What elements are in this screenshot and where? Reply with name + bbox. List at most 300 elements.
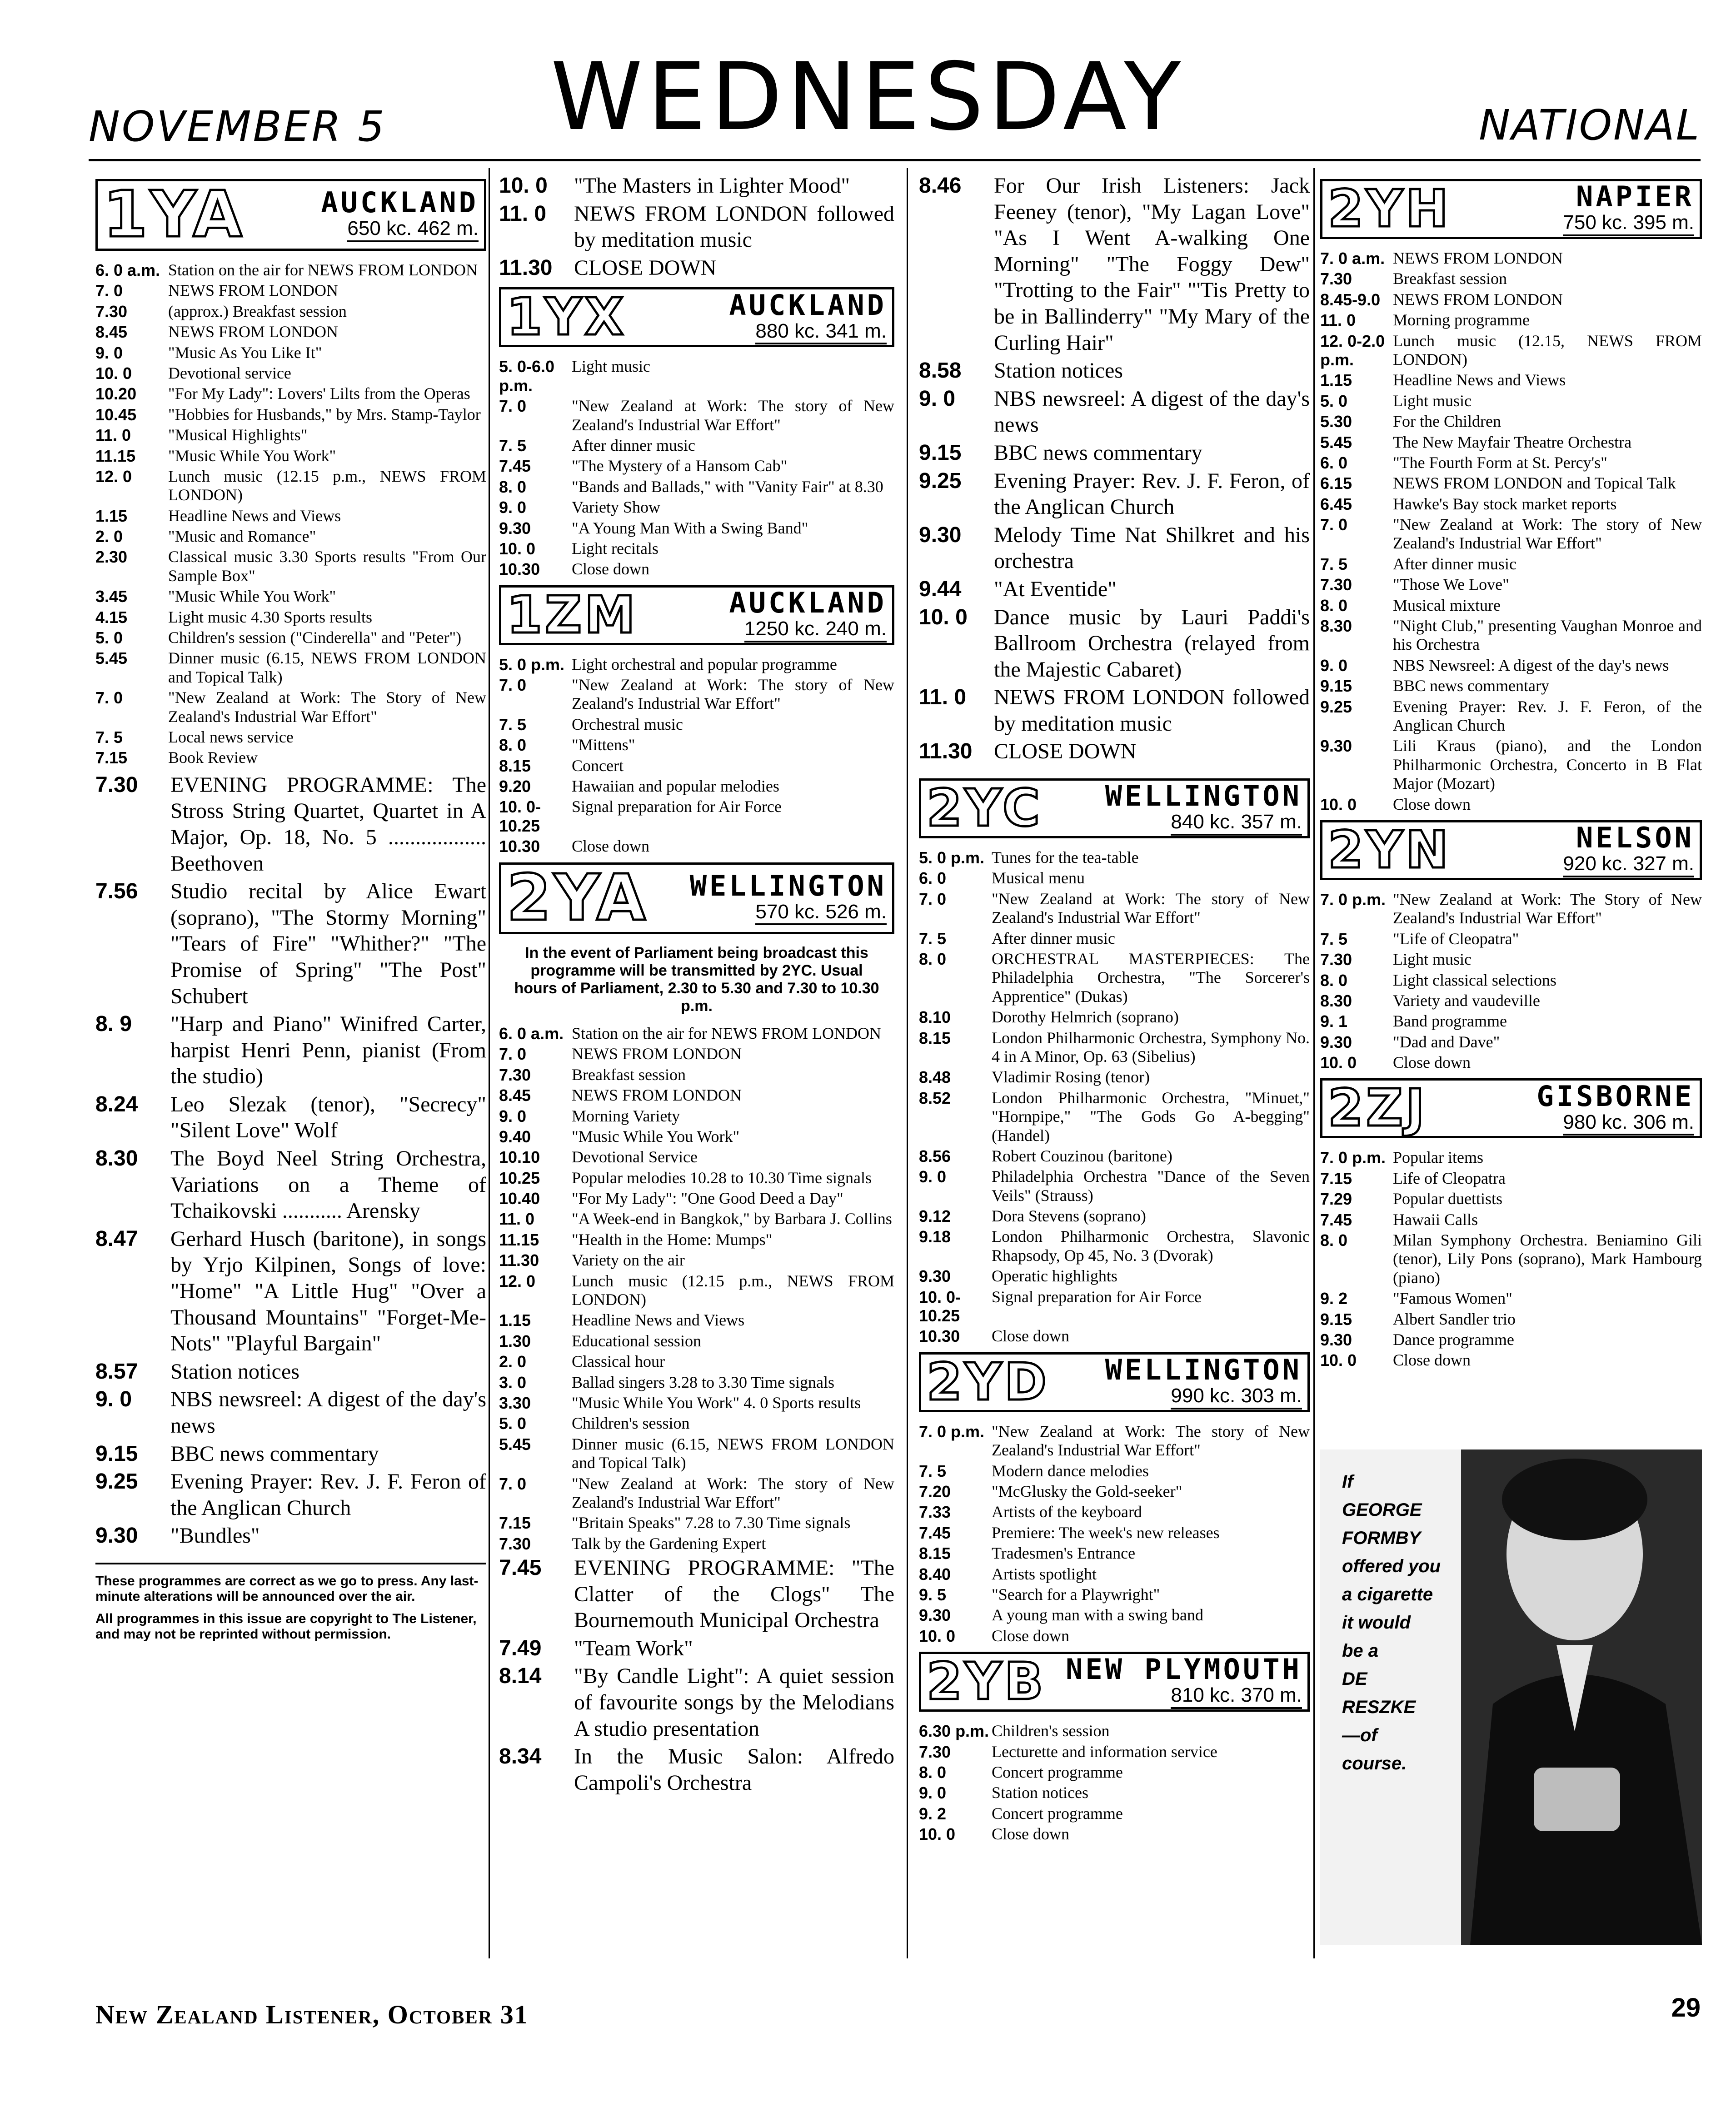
- programme-title: Dinner music (6.15, NEWS FROM LONDON and Topical Talk): [572, 1435, 894, 1472]
- schedule-2ya-day: [499, 1024, 894, 1553]
- programme-entry: [919, 890, 1310, 927]
- programme-entry: [499, 478, 894, 496]
- programme-time: 8. 0: [1320, 596, 1348, 615]
- programme-entry: [919, 1565, 1310, 1584]
- programme-time: 10. 0-10.25: [919, 1287, 961, 1325]
- programme-entry: [499, 1743, 894, 1796]
- programme-time: 8.15: [499, 756, 531, 775]
- programme-entry: [919, 1627, 1310, 1645]
- programme-title: Station notices: [992, 1783, 1088, 1802]
- programme-time: 5. 0: [95, 628, 123, 648]
- programme-time: 9. 0: [95, 343, 123, 362]
- programme-entry: [95, 1441, 486, 1467]
- programme-time: 10.40: [499, 1189, 540, 1208]
- programme-time: 9.30: [1320, 737, 1352, 756]
- programme-entry: [95, 688, 486, 726]
- programme-time: 8. 0: [919, 1763, 947, 1782]
- programme-title: Popular duettists: [1393, 1190, 1502, 1208]
- programme-entry: [1320, 311, 1702, 329]
- station-city: AUCKLAND: [321, 186, 479, 219]
- schedule-1zm: [499, 655, 894, 856]
- programme-entry: [499, 1534, 894, 1553]
- programme-time: 11. 0: [919, 685, 967, 710]
- programme-time: 8.10: [919, 1008, 951, 1027]
- programme-time: 9.30: [95, 1524, 138, 1548]
- programme-time: 7.15: [95, 748, 128, 767]
- station-frequency: 1250 kc. 240 m.: [744, 618, 887, 643]
- programme-entry: [1320, 1169, 1702, 1188]
- programme-title: Light music: [1393, 950, 1472, 969]
- programme-entry: [499, 457, 894, 475]
- programme-title: Close down: [572, 560, 649, 578]
- programme-time: 9.12: [919, 1207, 951, 1226]
- programme-entry: [95, 728, 486, 747]
- programme-entry: [919, 522, 1310, 574]
- programme-entry: [919, 1763, 1310, 1782]
- programme-entry: [95, 548, 486, 585]
- station-header-1yx: [499, 287, 894, 347]
- programme-title: Hawaiian and popular melodies: [572, 777, 779, 796]
- programme-entry: [1320, 1310, 1702, 1329]
- programme-title: Albert Sandler trio: [1393, 1310, 1516, 1328]
- programme-entry: [499, 357, 894, 395]
- programme-title: Close down: [1393, 1351, 1471, 1370]
- programme-title: "The Mystery of a Hansom Cab": [572, 457, 788, 475]
- programme-title: Lecturette and information service: [992, 1742, 1217, 1761]
- programme-time: 10. 0: [499, 174, 548, 198]
- programme-title: London Philharmonic Orchestra, "Minuet," "Hornpipe," "The Gods Go A-begging" (Handel): [992, 1088, 1310, 1145]
- programme-entry: [1320, 950, 1702, 969]
- programme-entry: [919, 604, 1310, 683]
- footnote-correct: These programmes are correct as we go to press. Any last-minute alterations will be announced over the air.: [95, 1573, 479, 1604]
- programme-entry: [95, 384, 486, 403]
- programme-entry: [1320, 453, 1702, 472]
- station-header-1zm: [499, 585, 894, 645]
- programme-time: 9.30: [919, 1267, 951, 1286]
- programme-time: 7.30: [499, 1534, 531, 1553]
- programme-time: 7. 0 p.m.: [919, 1422, 985, 1441]
- programme-time: 11.30: [919, 739, 973, 764]
- programme-time: 8.45: [499, 1086, 531, 1105]
- advert-text: [1342, 1468, 1441, 1778]
- programme-title: Signal preparation for Air Force: [992, 1287, 1202, 1306]
- programme-time: 7. 0 a.m.: [1320, 249, 1385, 268]
- programme-time: 5.45: [95, 649, 128, 668]
- programme-title: After dinner music: [572, 436, 695, 454]
- programme-time: 9.25: [1320, 697, 1352, 716]
- network-label: NATIONAL: [1479, 101, 1701, 149]
- programme-entry: [1320, 795, 1702, 814]
- programme-title: London Philharmonic Orchestra, Symphony No. 4 in A Minor, Op. 63 (Sibelius): [992, 1028, 1310, 1066]
- programme-title: "A Week-end in Bangkok," by Barbara J. Collins: [572, 1210, 892, 1228]
- programme-title: Ballad singers 3.28 to 3.30 Time signals: [572, 1373, 835, 1391]
- programme-title: London Philharmonic Orchestra, Slavonic Rhapsody, Op 45, No. 3 (Dvorak): [992, 1227, 1310, 1265]
- programme-entry: [499, 1394, 894, 1412]
- programme-time: 3.45: [95, 587, 128, 606]
- station-header-2ya: [499, 862, 894, 934]
- programme-title: Orchestral music: [572, 715, 683, 733]
- programme-title: Dance music by Lauri Paddi's Ballroom Orchestra (relayed from the Majestic Cabaret): [994, 605, 1310, 682]
- programme-title: Classical hour: [572, 1352, 665, 1371]
- programme-time: 9. 0: [499, 1106, 527, 1126]
- programme-time: 10.30: [499, 560, 540, 579]
- programme-entry: [1320, 1210, 1702, 1229]
- programme-title: "McGlusky the Gold-seeker": [992, 1482, 1182, 1500]
- programme-entry: [499, 1024, 894, 1043]
- programme-title: "A Young Man With a Swing Band": [572, 518, 808, 537]
- programme-title: Premiere: The week's new releases: [992, 1523, 1220, 1542]
- schedule-2yh: [1320, 249, 1702, 814]
- programme-time: 9.25: [919, 468, 962, 493]
- programme-entry: [919, 1825, 1310, 1843]
- programme-time: 5. 0: [1320, 391, 1348, 410]
- station-frequency: 880 kc. 341 m.: [755, 320, 887, 345]
- advert-line: —of: [1342, 1725, 1377, 1745]
- advert-line: offered you: [1342, 1556, 1441, 1576]
- programme-title: Melody Time Nat Shilkret and his orchestra: [994, 523, 1310, 573]
- programme-title: Popular melodies 10.28 to 10.30 Time signals: [572, 1168, 872, 1187]
- programme-title: "Bundles": [170, 1524, 260, 1548]
- schedule-1ya-evening: [95, 772, 486, 1549]
- programme-time: 8.15: [919, 1028, 951, 1047]
- programme-entry: [1320, 1351, 1702, 1370]
- programme-entry: [499, 173, 894, 199]
- programme-entry: [1320, 1289, 1702, 1308]
- programme-title: "Music While You Work": [572, 1127, 740, 1146]
- programme-title: Concert: [572, 756, 624, 775]
- programme-time: 8. 0: [499, 477, 527, 496]
- programme-title: "Bands and Ballads," with "Vanity Fair" at 8.30: [572, 477, 883, 496]
- station-city: WELLINGTON: [689, 869, 887, 902]
- programme-title: Children's session: [992, 1722, 1110, 1740]
- programme-title: Philadelphia Orchestra "Dance of the Seven Veils" (Strauss): [992, 1167, 1310, 1205]
- programme-time: 8. 0: [919, 950, 947, 969]
- programme-entry: [919, 929, 1310, 948]
- programme-title: For the Children: [1393, 412, 1501, 431]
- programme-time: 8.47: [95, 1226, 138, 1251]
- programme-entry: [499, 757, 894, 775]
- programme-entry: [919, 1089, 1310, 1145]
- programme-entry: [919, 1147, 1310, 1166]
- programme-title: "New Zealand at Work: The story of New Zealand's Industrial War Effort": [1393, 515, 1702, 553]
- programme-time: 1.15: [499, 1311, 531, 1330]
- programme-entry: [919, 1524, 1310, 1542]
- station-city: GISBORNE: [1536, 1079, 1694, 1113]
- programme-time: 6. 0 a.m.: [95, 261, 160, 279]
- programme-time: 10.25: [499, 1168, 540, 1187]
- column-divider: [489, 168, 490, 1958]
- programme-entry: [499, 676, 894, 713]
- programme-title: Evening Prayer: Rev. J. F. Feron of the Anglican Church: [170, 1469, 486, 1520]
- station-header-2yh: [1320, 179, 1702, 239]
- programme-title: Children's session: [572, 1414, 690, 1433]
- programme-title: NEWS FROM LONDON: [1393, 249, 1563, 267]
- programme-time: 8. 0: [499, 736, 527, 755]
- programme-title: Vladimir Rosing (tenor): [992, 1068, 1150, 1086]
- programme-entry: [95, 261, 486, 279]
- programme-time: 7. 0 p.m.: [1320, 1148, 1386, 1167]
- schedule-2yn: [1320, 890, 1702, 1072]
- programme-title: Light recitals: [572, 539, 658, 558]
- advert-line: RESZKE: [1342, 1697, 1416, 1717]
- programme-title: "Famous Women": [1393, 1289, 1512, 1308]
- programme-time: 3.30: [499, 1393, 531, 1412]
- programme-entry: [499, 1189, 894, 1208]
- programme-time: 6.45: [1320, 494, 1352, 513]
- programme-time: 7.29: [1320, 1190, 1352, 1209]
- programme-entry: [499, 736, 894, 754]
- station-city: AUCKLAND: [729, 586, 887, 619]
- programme-title: Lunch music (12.15 p.m., NEWS FROM LONDON): [168, 467, 486, 504]
- programme-entry: [1320, 971, 1702, 990]
- programme-title: Light classical selections: [1393, 971, 1556, 989]
- station-header-2yc: [919, 778, 1310, 838]
- programme-time: 9. 0: [919, 386, 956, 411]
- programme-title: Breakfast session: [572, 1065, 686, 1084]
- programme-time: 5. 0 p.m.: [919, 848, 985, 867]
- programme-time: 7. 0: [95, 281, 123, 300]
- programme-title: Devotional Service: [572, 1148, 698, 1166]
- programme-entry: [499, 1210, 894, 1228]
- programme-title: "The Masters in Lighter Mood": [574, 174, 850, 198]
- programme-title: Operatic highlights: [992, 1267, 1117, 1285]
- programme-entry: [499, 1251, 894, 1270]
- programme-entry: [499, 1474, 894, 1512]
- programme-time: 7.45: [1320, 1210, 1352, 1229]
- programme-entry: [1320, 890, 1702, 928]
- programme-title: Evening Prayer: Rev. J. F. Feron, of the Anglican Church: [994, 468, 1310, 519]
- programme-entry: [499, 1086, 894, 1105]
- programme-title: "Night Club," presenting Vaughan Monroe and his Orchestra: [1393, 617, 1702, 654]
- programme-title: "Musical Highlights": [168, 426, 308, 444]
- programme-time: 9.15: [1320, 1310, 1352, 1329]
- programme-time: 8.57: [95, 1359, 138, 1384]
- schedule-2ya-evening: [499, 1555, 894, 1796]
- schedule-1yx: [499, 357, 894, 578]
- programme-entry: [919, 869, 1310, 887]
- programme-time: 7. 0: [499, 1474, 527, 1493]
- programme-time: 7.30: [1320, 575, 1352, 594]
- programme-entry: [499, 1127, 894, 1146]
- column-divider: [1313, 168, 1315, 1958]
- station-frequency: 650 kc. 462 m.: [347, 217, 479, 242]
- programme-title: Dance programme: [1393, 1330, 1514, 1349]
- programme-time: 9. 0: [919, 1167, 947, 1186]
- programme-title: CLOSE DOWN: [994, 739, 1137, 764]
- programme-title: Gerhard Husch (baritone), in songs by Yrjo Kilpinen, Songs of love: "Home" "A Little Hug" "Over a Thousand Mountains" "Forget-Me-Nots" "Playful Bargain": [170, 1226, 486, 1356]
- page-day-title: WEDNESDAY: [550, 43, 1186, 151]
- programme-title: Hawaii Calls: [1393, 1210, 1478, 1229]
- programme-time: 7. 5: [1320, 554, 1348, 573]
- programme-title: Dorothy Helmrich (soprano): [992, 1008, 1179, 1026]
- programme-title: "Search for a Playwright": [992, 1585, 1160, 1604]
- programme-entry: [1320, 991, 1702, 1010]
- programme-entry: [1320, 290, 1702, 309]
- advert-line: FORMBY: [1342, 1528, 1421, 1548]
- programme-title: NEWS FROM LONDON: [1393, 290, 1563, 309]
- programme-entry: [1320, 737, 1702, 793]
- programme-entry: [95, 344, 486, 362]
- station-header-2yd: [919, 1352, 1310, 1412]
- programme-title: Evening Prayer: Rev. J. F. Feron, of the Anglican Church: [1393, 697, 1702, 734]
- programme-entry: [95, 467, 486, 505]
- programme-entry: [1320, 1012, 1702, 1031]
- programme-time: 9. 0: [1320, 656, 1348, 675]
- programme-time: 6. 0 a.m.: [499, 1024, 564, 1043]
- programme-entry: [919, 950, 1310, 1006]
- programme-time: 9.30: [919, 1606, 951, 1625]
- programme-entry: [1320, 1330, 1702, 1349]
- station-frequency: 920 kc. 327 m.: [1563, 852, 1694, 877]
- programme-time: 7.30: [919, 1742, 951, 1761]
- programme-time: 6. 0: [1320, 453, 1348, 472]
- programme-entry: [919, 1327, 1310, 1345]
- advert-line: If: [1342, 1472, 1353, 1492]
- programme-title: Headline News and Views: [168, 506, 341, 525]
- schedule-2yd: [919, 1422, 1310, 1645]
- programme-entry: [499, 397, 894, 434]
- programme-entry: [919, 1068, 1310, 1086]
- programme-entry: [95, 405, 486, 424]
- programme-title: Life of Cleopatra: [1393, 1169, 1506, 1187]
- programme-time: 7. 5: [919, 929, 947, 948]
- programme-title: "New Zealand at Work: The story of New Zealand's Industrial War Effort": [992, 1422, 1310, 1459]
- programme-entry: [919, 1804, 1310, 1823]
- programme-title: NEWS FROM LONDON: [168, 323, 339, 341]
- programme-entry: [499, 655, 894, 674]
- programme-time: 2. 0: [95, 527, 123, 546]
- programme-entry: [499, 1635, 894, 1662]
- programme-entry: [499, 715, 894, 734]
- column-4: [1320, 173, 1702, 1372]
- programme-time: 8.14: [499, 1664, 542, 1689]
- station-frequency: 810 kc. 370 m.: [1171, 1684, 1302, 1709]
- programme-entry: [499, 1414, 894, 1433]
- programme-entry: [1320, 249, 1702, 268]
- programme-time: 10.10: [499, 1148, 540, 1167]
- programme-entry: [499, 1107, 894, 1126]
- programme-entry: [919, 1743, 1310, 1761]
- programme-time: 7.30: [95, 772, 138, 797]
- programme-entry: [95, 649, 486, 687]
- programme-entry: [919, 1606, 1310, 1624]
- programme-time: 9.15: [95, 1441, 138, 1466]
- programme-time: 8.48: [919, 1068, 951, 1087]
- programme-entry: [499, 1066, 894, 1084]
- programme-time: 9. 1: [1320, 1012, 1348, 1031]
- programme-entry: [1320, 433, 1702, 452]
- programme-time: 7.15: [1320, 1169, 1352, 1188]
- programme-entry: [1320, 515, 1702, 553]
- programme-time: 5. 0-6.0 p.m.: [499, 357, 555, 395]
- programme-title: Morning Variety: [572, 1106, 680, 1125]
- station-city: WELLINGTON: [1105, 779, 1302, 813]
- station-city: NAPIER: [1576, 180, 1694, 214]
- programme-time: 10. 0-10.25: [499, 797, 541, 835]
- programme-time: 7. 0: [919, 889, 947, 908]
- programme-entry: [919, 684, 1310, 737]
- programme-time: 8.34: [499, 1744, 542, 1769]
- programme-title: "New Zealand at Work: The Story of New Zealand's Industrial War Effort": [1393, 890, 1702, 927]
- programme-time: 10. 0: [1320, 1053, 1357, 1072]
- programme-time: 7. 5: [499, 436, 527, 455]
- programme-entry: [919, 1267, 1310, 1285]
- programme-entry: [919, 386, 1310, 438]
- programme-entry: [1320, 617, 1702, 654]
- station-city: NEW PLYMOUTH: [1066, 1653, 1302, 1686]
- schedule-2zj: [1320, 1148, 1702, 1370]
- programme-entry: [499, 777, 894, 796]
- programme-time: 8.30: [95, 1146, 138, 1171]
- programme-time: 8.24: [95, 1092, 138, 1116]
- programme-entry: [919, 1722, 1310, 1740]
- programme-entry: [1320, 1231, 1702, 1287]
- programme-title: NEWS FROM LONDON followed by meditation music: [574, 201, 894, 252]
- programme-entry: [919, 1462, 1310, 1480]
- station-header-2yn: [1320, 820, 1702, 880]
- programme-entry: [499, 1311, 894, 1330]
- programme-time: 8.52: [919, 1088, 951, 1107]
- programme-title: Artists of the keyboard: [992, 1503, 1142, 1521]
- programme-title: NBS newsreel: A digest of the day's news: [994, 386, 1310, 437]
- programme-title: NEWS FROM LONDON: [572, 1045, 742, 1063]
- programme-title: "Life of Cleopatra": [1393, 929, 1519, 948]
- programme-entry: [499, 1148, 894, 1166]
- programme-title: Station notices: [170, 1359, 299, 1384]
- station-call: 2YN: [1328, 820, 1451, 880]
- programme-time: 7.30: [499, 1065, 531, 1084]
- programme-entry: [919, 1783, 1310, 1802]
- programme-title: For Our Irish Listeners: Jack Feeney (tenor), "My Lagan Love" "As I Went A-walking One Morning" "The Foggy Dew" "Trotting to the Fair" "'Tis Pretty to be in Ballinderry" "My Mary of the Curling Hair": [994, 174, 1310, 355]
- programme-title: Close down: [572, 837, 649, 856]
- programme-time: 12. 0-2.0 p.m.: [1320, 331, 1385, 369]
- programme-time: 5.45: [499, 1435, 531, 1454]
- programme-entry: [1320, 332, 1702, 369]
- station-city: AUCKLAND: [729, 288, 887, 322]
- programme-time: 9.30: [1320, 1032, 1352, 1051]
- programme-time: 11. 0: [499, 201, 547, 226]
- parliament-note: In the event of Parliament being broadcast this programme will be transmitted by 2YC. Usual hours of Parliament, 2.30 to 5.30 and 7.30 to 10.30 p.m.: [514, 944, 879, 1015]
- programme-time: 6.15: [1320, 474, 1352, 493]
- programme-title: "Music While You Work" 4. 0 Sports results: [572, 1393, 861, 1412]
- programme-time: 9.30: [1320, 1330, 1352, 1349]
- programme-time: 1.30: [499, 1331, 531, 1350]
- station-header-2yb: [919, 1652, 1310, 1712]
- programme-time: 9.40: [499, 1127, 531, 1146]
- programme-title: Band programme: [1393, 1012, 1507, 1031]
- programme-title: Musical menu: [992, 869, 1085, 887]
- programme-entry: [1320, 555, 1702, 573]
- programme-entry: [95, 1386, 486, 1439]
- programme-entry: [95, 1226, 486, 1357]
- programme-entry: [95, 1011, 486, 1090]
- programme-title: Popular items: [1393, 1148, 1483, 1167]
- programme-time: 10. 0: [1320, 1351, 1357, 1370]
- programme-time: 9.44: [919, 577, 962, 601]
- programme-title: Station notices: [994, 359, 1123, 383]
- programme-time: 8.30: [1320, 991, 1352, 1010]
- programme-title: Light orchestral and popular programme: [572, 655, 837, 673]
- programme-title: Concert programme: [992, 1763, 1123, 1781]
- programme-entry: [95, 772, 486, 877]
- schedule-2yb: [919, 1722, 1310, 1843]
- programme-entry: [499, 797, 894, 835]
- programme-title: "Harp and Piano" Winifred Carter, harpist Henri Penn, pianist (From the studio): [170, 1012, 486, 1089]
- programme-entry: [95, 447, 486, 465]
- programme-entry: [919, 1029, 1310, 1066]
- programme-time: 9.30: [499, 518, 531, 538]
- programme-title: "New Zealand at Work: The story of New Zealand's Industrial War Effort": [572, 397, 894, 434]
